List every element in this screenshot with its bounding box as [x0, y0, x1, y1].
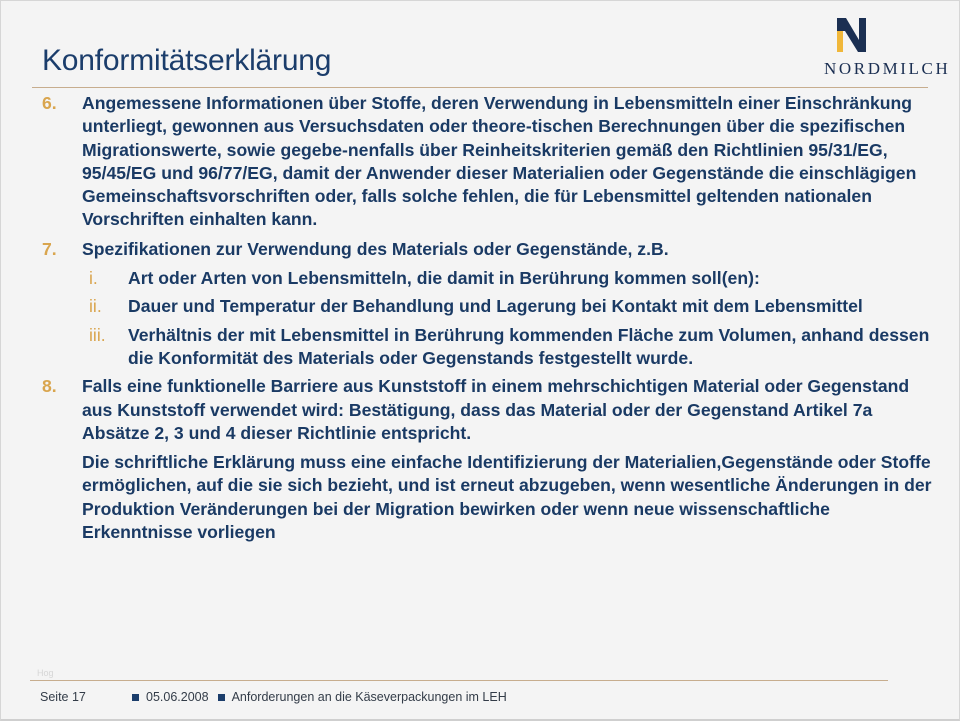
list-number: 7. [42, 238, 57, 259]
slide-body [42, 92, 932, 544]
sub-item-ii [42, 295, 932, 318]
title-divider [32, 87, 928, 88]
sub-item-text: Dauer und Temperatur der Behandlung und Lagerung bei Kontakt mit dem Lebensmittel [128, 296, 863, 317]
footer-divider [30, 680, 888, 681]
footer-date: 05.06.2008 [146, 690, 209, 704]
closing-paragraph: Die schriftliche Erklärung muss eine einfache Identifizierung der Materialien,Gegenstände oder Stoffe ermöglichen, auf die sie sich bezieht, und ist erneut abzugeben, wenn wesentliche Änderungen in der Produktion Veränderungen bei der Migration bewirken oder wenn neue wissenschaftliche Erkenntnisse vorliegen [82, 452, 932, 543]
list-item-text: Falls eine funktionelle Barriere aus Kunststoff in einem mehrschichtigen Material oder Gegenstand aus Kunststoff verwendet wird: Bestätigung, dass das Material oder der Gegenstand Artikel 7a Absätze 2, 3 und 4 dieser Richtlinie entspricht. [82, 376, 910, 443]
slide-footer [40, 690, 507, 704]
footer-topic: Anforderungen an die Käseverpackungen im LEH [231, 690, 507, 704]
sub-item-text: Art oder Arten von Lebensmitteln, die damit in Berührung kommen soll(en): [128, 268, 760, 289]
list-item-6 [42, 92, 932, 232]
sub-item-text: Verhältnis der mit Lebensmittel in Berührung kommenden Fläche zum Volumen, anhand dessen die Konformität des Materials oder Gegenstands festgestellt wurde. [128, 324, 930, 368]
square-bullet-icon [218, 694, 225, 701]
sub-item-iii [42, 324, 932, 371]
ghost-label: Hog [37, 668, 54, 678]
list-item-7 [42, 238, 932, 261]
list-item-8 [42, 375, 932, 445]
list-item-text: Spezifikationen zur Verwendung des Materials oder Gegenstände, z.B. [82, 238, 669, 259]
sub-number: i. [89, 268, 98, 289]
list-item-text: Angemessene Informationen über Stoffe, deren Verwendung in Lebensmitteln einer Einschränkung unterliegt, gewonnen aus Versuchsdaten oder theore-tischen Berechnungen über die spezifischen Migrationswerte, sowie gegebe-nenfalls über Reinheitskriterien gemäß den Richtlinien 95/31/EG, 95/45/EG und 96/77/EG, damit der Anwender dieser Materialien oder Gegenstände die einschlägigen Gemeinschaftsvorschriften oder, falls solche fehlen, die für Lebensmittel geltenden nationalen Vorschriften einhalten kann. [82, 93, 917, 230]
nordmilch-logo [818, 12, 951, 78]
list-number: 6. [42, 93, 57, 113]
sub-number: iii. [89, 324, 106, 345]
sub-number: ii. [89, 296, 102, 317]
nordmilch-n-logo-icon [834, 18, 868, 52]
slide-title: Konformitätserklärung [42, 44, 332, 77]
list-number: 8. [42, 376, 57, 397]
logo-wordmark: NORDMILCH [824, 59, 951, 78]
square-bullet-icon [132, 694, 139, 701]
sub-item-i [42, 267, 932, 290]
page-number: Seite 17 [40, 690, 86, 704]
